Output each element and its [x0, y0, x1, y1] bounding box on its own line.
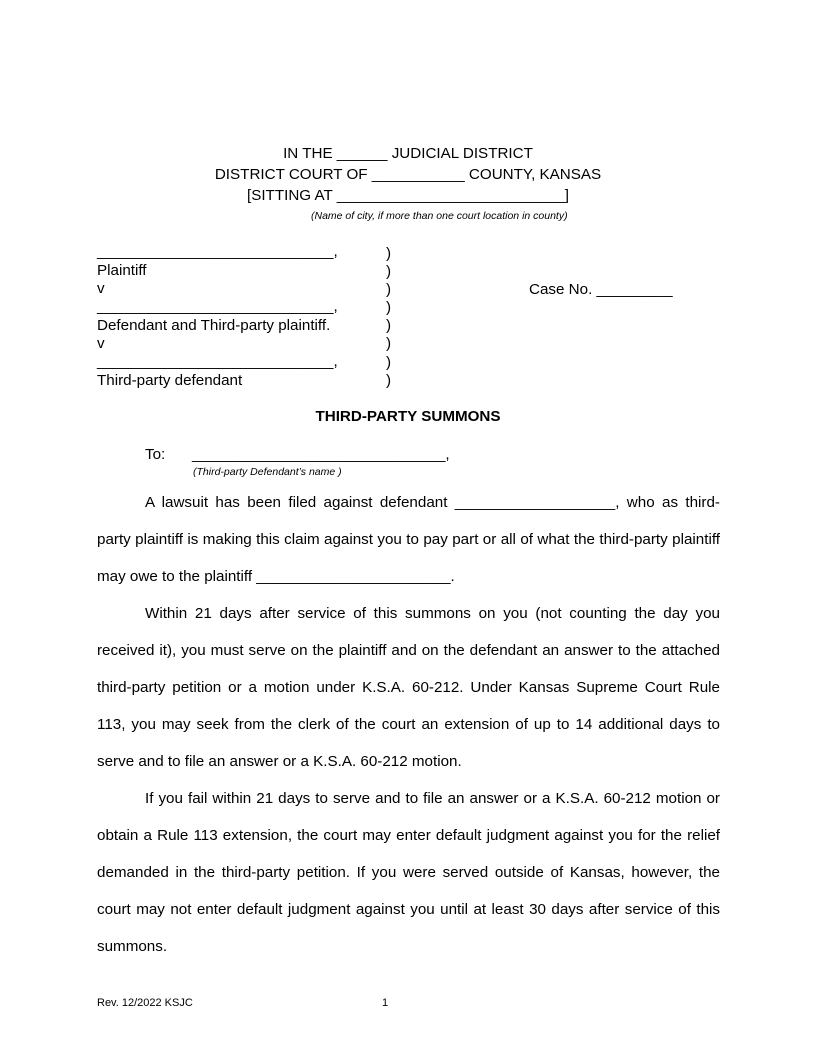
header-court-line: IN THE ______ JUDICIAL DISTRICT [283, 145, 533, 162]
case-number: Case No. _________ [529, 281, 673, 298]
paragraph-lawsuit [97, 484, 720, 595]
defendant-label: Defendant and Third-party plaintiff. [97, 317, 331, 334]
caption-paren: ) [386, 317, 392, 334]
header-district-line: DISTRICT COURT OF ___________ COUNTY, KANSAS [214, 166, 602, 183]
caption-paren: ) [386, 372, 392, 389]
document-title: THIRD-PARTY SUMMONS [315, 408, 501, 425]
third-party-blank: ____________________________, [97, 353, 338, 370]
paragraph-text: If you fail within 21 days to serve and to file an answer or a K.S.A. 60-212 motion or obtain a Rule 113 extension, the court may enter default judgment against you for the relief demanded in the third-party petition. If you were served outside of Kansas, however, the court may not enter default judgment against you until at least 30 days after service of this summons. [97, 790, 720, 956]
third-party-label: Third-party defendant [97, 372, 243, 389]
header-sitting-note: (Name of city, if more than one court location in county) [311, 210, 568, 222]
paragraph-text: A lawsuit has been filed against defendant ___________________, who as third-party plaintiff is making this claim against you to pay part or all of what the third-party plaintiff may owe to the plaintiff _______________________. [97, 494, 720, 586]
to-label: To: [145, 446, 166, 463]
versus-label-2: v [97, 335, 105, 352]
versus-label-1: v [97, 280, 105, 297]
footer-revision: Rev. 12/2022 KSJC [97, 997, 193, 1009]
caption-paren: ) [386, 299, 392, 316]
plaintiff-label: Plaintiff [97, 262, 147, 279]
header-sitting-at-line: [SITTING AT ___________________________] [246, 187, 569, 204]
caption-paren: ) [386, 281, 392, 298]
caption-paren: ) [386, 354, 392, 371]
plaintiff-blank: ____________________________, [97, 243, 338, 260]
paragraph-deadline [97, 595, 720, 780]
paragraph-default [97, 780, 720, 965]
caption-paren: ) [386, 263, 392, 280]
caption-paren: ) [386, 245, 392, 262]
footer-page-number: 1 [382, 997, 389, 1009]
paragraph-text: Within 21 days after service of this summons on you (not counting the day you received it), you must serve on the plaintiff and on the defendant an answer to the attached third-party petition or a motion under K.S.A. 60-212. Under Kansas Supreme Court Rule 113, you may seek from the clerk of the court an extension of up to 14 additional days to serve and to file an answer or a K.S.A. 60-212 motion. [97, 605, 720, 771]
caption-paren: ) [386, 335, 392, 352]
defendant-blank: ____________________________, [97, 298, 338, 315]
to-blank: ______________________________, [192, 446, 450, 463]
to-name-note: (Third-party Defendant’s name ) [193, 466, 342, 478]
